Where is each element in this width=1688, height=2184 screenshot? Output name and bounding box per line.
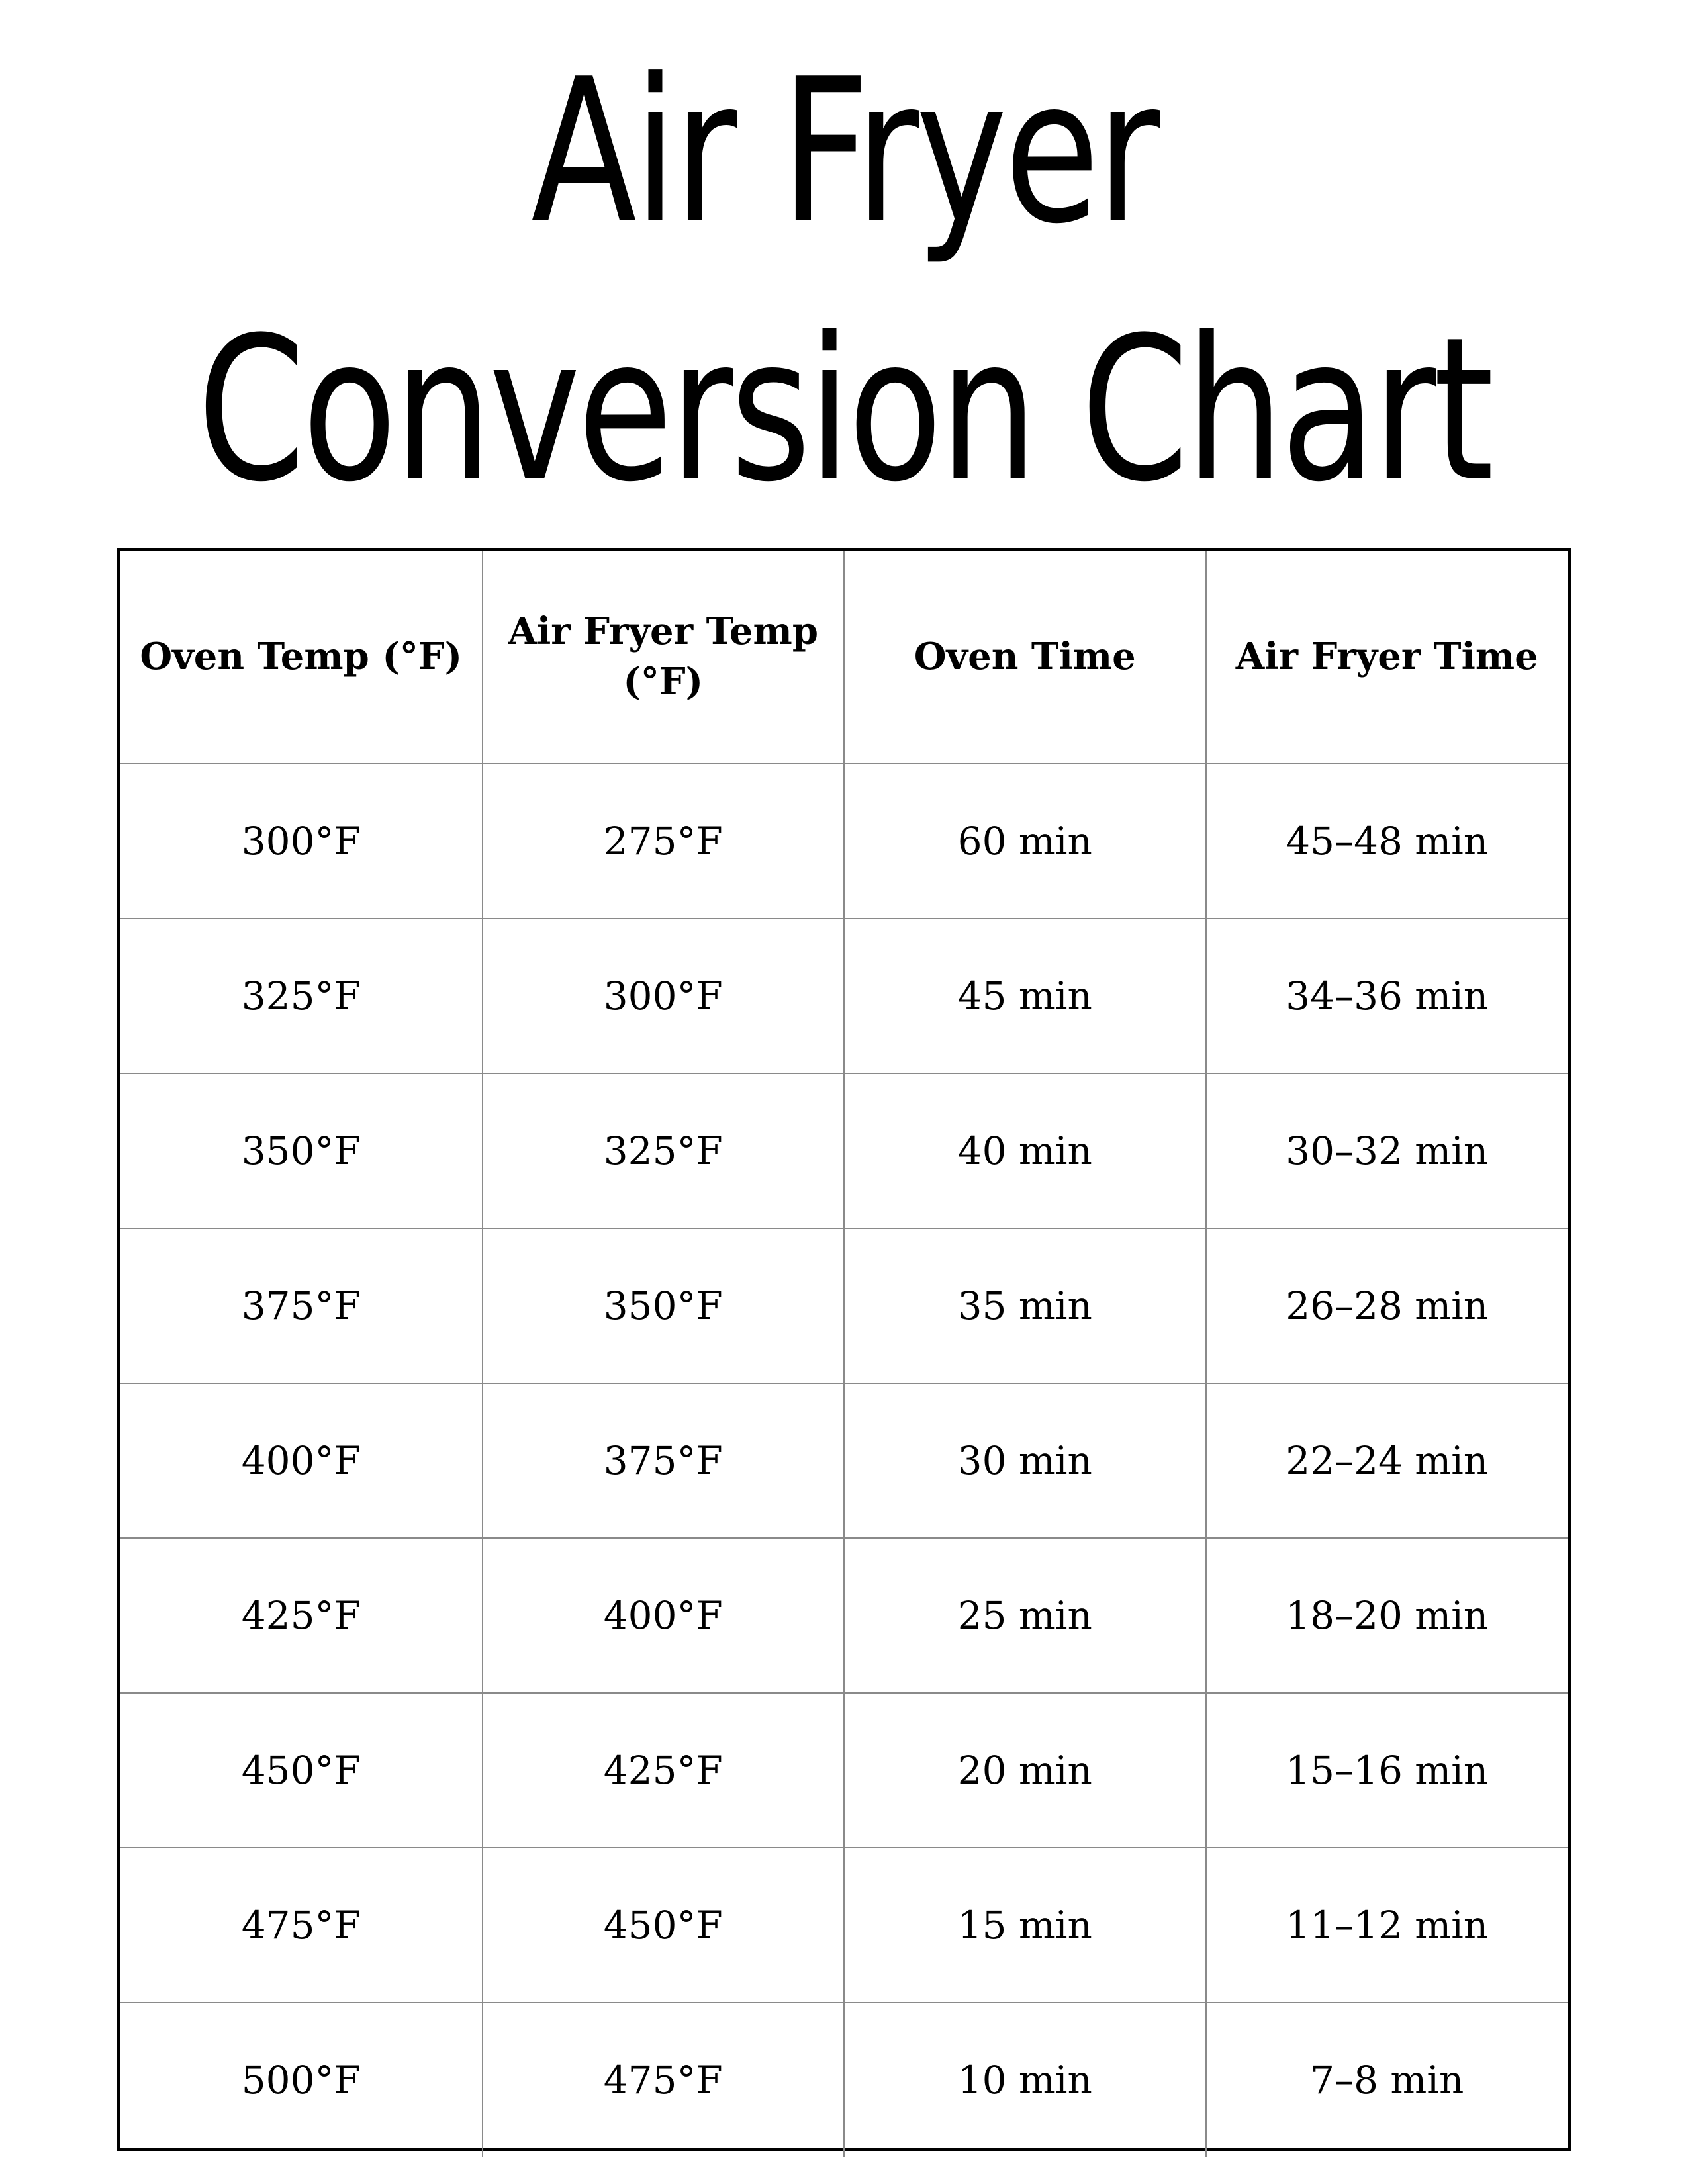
header-air-fryer-temp: Air Fryer Temp (°F) (483, 551, 845, 764)
cell-air-fryer-temp: 475°F (483, 2003, 845, 2157)
cell-oven-time: 15 min (844, 1848, 1206, 2003)
cell-oven-time: 40 min (844, 1073, 1206, 1228)
cell-oven-time: 30 min (844, 1383, 1206, 1538)
table-row (120, 1383, 1568, 1538)
cell-oven-time: 45 min (844, 919, 1206, 1073)
page-title-line-1: Air Fryer (531, 36, 1157, 267)
page-title-line-2: Conversion Chart (197, 295, 1491, 525)
cell-air-fryer-temp: 400°F (483, 1538, 845, 1693)
cell-air-fryer-temp: 450°F (483, 1848, 845, 2003)
cell-air-fryer-time: 11–12 min (1206, 1848, 1568, 2003)
cell-air-fryer-time: 22–24 min (1206, 1383, 1568, 1538)
table-header-row (120, 551, 1568, 764)
cell-oven-time: 10 min (844, 2003, 1206, 2157)
table-row (120, 1228, 1568, 1383)
table-row (120, 1693, 1568, 1848)
table-row (120, 1538, 1568, 1693)
conversion-table (120, 551, 1568, 2157)
cell-oven-temp: 400°F (120, 1383, 483, 1538)
cell-oven-temp: 425°F (120, 1538, 483, 1693)
cell-oven-time: 20 min (844, 1693, 1206, 1848)
cell-air-fryer-temp: 325°F (483, 1073, 845, 1228)
cell-oven-temp: 350°F (120, 1073, 483, 1228)
table-row (120, 1073, 1568, 1228)
cell-air-fryer-time: 26–28 min (1206, 1228, 1568, 1383)
table-row (120, 764, 1568, 919)
cell-air-fryer-time: 15–16 min (1206, 1693, 1568, 1848)
header-oven-time: Oven Time (844, 551, 1206, 764)
cell-oven-time: 35 min (844, 1228, 1206, 1383)
cell-air-fryer-temp: 300°F (483, 919, 845, 1073)
cell-air-fryer-temp: 275°F (483, 764, 845, 919)
cell-air-fryer-time: 7–8 min (1206, 2003, 1568, 2157)
cell-air-fryer-temp: 350°F (483, 1228, 845, 1383)
cell-air-fryer-temp: 375°F (483, 1383, 845, 1538)
cell-oven-temp: 300°F (120, 764, 483, 919)
table-row (120, 1848, 1568, 2003)
cell-air-fryer-time: 45–48 min (1206, 764, 1568, 919)
table-row (120, 2003, 1568, 2157)
header-air-fryer-time: Air Fryer Time (1206, 551, 1568, 764)
cell-air-fryer-temp: 425°F (483, 1693, 845, 1848)
cell-air-fryer-time: 30–32 min (1206, 1073, 1568, 1228)
conversion-table-container (117, 548, 1571, 2151)
cell-oven-temp: 500°F (120, 2003, 483, 2157)
cell-oven-time: 25 min (844, 1538, 1206, 1693)
cell-air-fryer-time: 18–20 min (1206, 1538, 1568, 1693)
cell-air-fryer-time: 34–36 min (1206, 919, 1568, 1073)
cell-oven-temp: 325°F (120, 919, 483, 1073)
cell-oven-temp: 475°F (120, 1848, 483, 2003)
table-row (120, 919, 1568, 1073)
header-oven-temp: Oven Temp (°F) (120, 551, 483, 764)
cell-oven-time: 60 min (844, 764, 1206, 919)
cell-oven-temp: 450°F (120, 1693, 483, 1848)
cell-oven-temp: 375°F (120, 1228, 483, 1383)
